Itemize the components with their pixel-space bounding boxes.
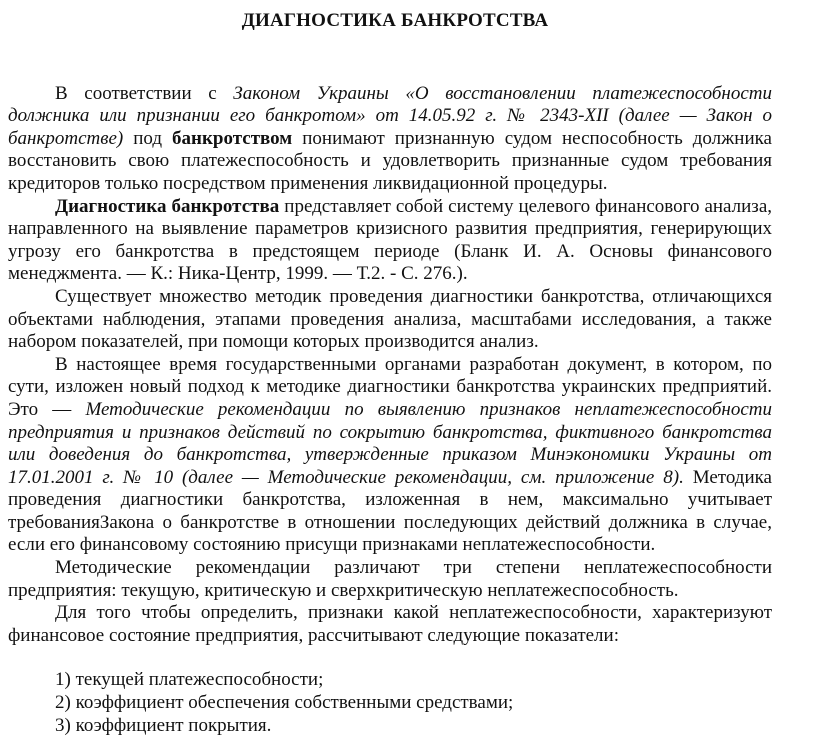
p4-text-3: Закона о банкротстве в отношении последующих действий должника в случае, если его финансовому состоянию присущи признаками неплатежеспособности. (8, 511, 772, 556)
p2-term-diagnostics: Диагностика банкротства (55, 195, 280, 217)
p1-text-3: понимают признанную судом неспособность должника восстановить свою платежеспособность и удовлетворить признанные судом требования кредиторов только посредством применения ликвидационной процедуры. (8, 127, 772, 194)
p1-law-reference: Законом Украины «О восстановлении платежеспособности должника или признании его банкротом» от 14.05.92 г. № 2343-XII (далее — Закон о банкротстве) (8, 82, 772, 149)
paragraph-methodical-recommendations (8, 354, 772, 557)
p1-term-bankruptcy: банкротством (172, 127, 293, 149)
p1-text-1: В соответствии с (55, 82, 234, 104)
document-page (8, 10, 772, 737)
p1-text-2: под (123, 127, 172, 149)
p2-text-1: представляет собой систему целевого финансового анализа, направленного на выявление параметров кризисного развития предприятия, генерирующих угрозу его банкротства в предстоящем периоде (Бланк И. А. Основы финансового менеджмента. — К.: Ника-Центр, 1999. — Т.2. - С. 276.). (8, 195, 772, 285)
indicators-list (8, 669, 772, 737)
paragraph-bankruptcy-definition (8, 83, 772, 196)
document-title: ДИАГНОСТИКА БАНКРОТСТВА (241, 10, 549, 31)
paragraph-methods: Существует множество методик проведения диагностики банкротства, отличающихся объектами наблюдения, этапами проведения анализа, масштабами исследования, а также набором показателей, при помощи которых производится анализ. (8, 285, 772, 353)
paragraph-indicators-intro: Для того чтобы определить, признаки какой неплатежеспособности, характеризуют финансовое состояние предприятия, рассчитывают следующие показатели: (8, 602, 772, 646)
p4-text-2: Методика проведения диагностики банкротства, изложенная в нем, максимально учитывает требования (8, 466, 772, 533)
paragraph-diagnostics-definition (8, 196, 772, 286)
list-item: 1) текущей платежеспособности; (55, 669, 324, 691)
list-item: 3) коэффициент покрытия. (55, 714, 272, 736)
paragraph-insolvency-degrees: Методические рекомендации различают три степени неплатежеспособности предприятия: текущую, критическую и сверхкритическую неплатежеспособность. (8, 557, 772, 601)
list-item: 2) коэффициент обеспечения собственными средствами; (55, 692, 514, 714)
p4-document-reference: Методические рекомендации по выявлению признаков неплатежеспособности предприятия и признаков действий по сокрытию банкротства, фиктивного банкротства или доведения до банкротства, утвержденные приказом Минэкономики Украины от 17.01.2001 г. № 10 (далее — Методические рекомендации, см. приложение 8). (8, 398, 772, 488)
p4-text-1: В настоящее время государственными органами разработан документ, в котором, по сути, изложен новый подход к методике диагностики банкротства украинских предприятий. Это — (8, 353, 772, 420)
